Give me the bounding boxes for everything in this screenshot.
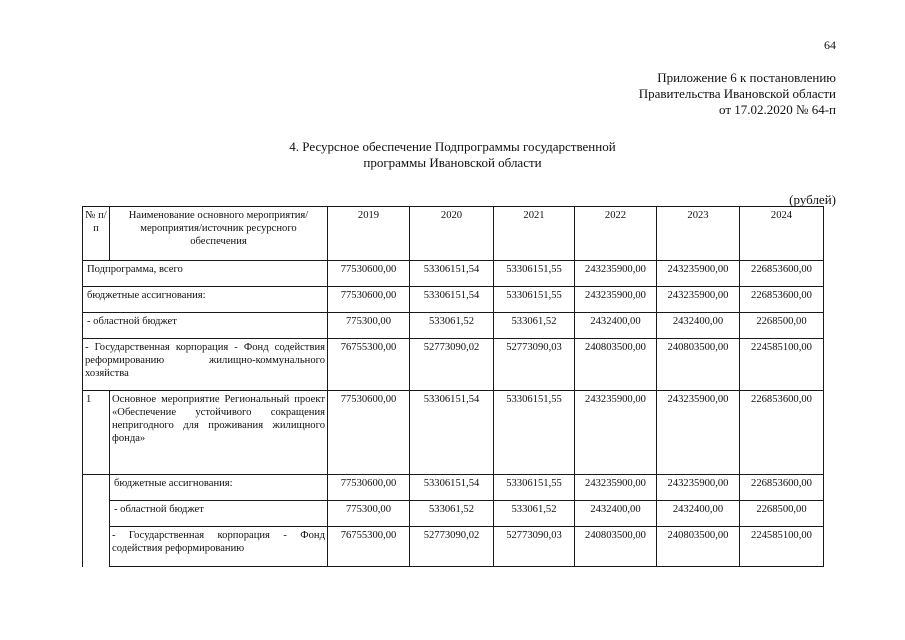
cell-value: 533061,52 — [410, 501, 494, 527]
cell-value: 240803500,00 — [657, 527, 740, 567]
row-name: бюджетные ассигнования: — [110, 475, 328, 501]
header-year: 2021 — [494, 207, 575, 261]
row-index — [83, 501, 110, 527]
cell-value: 2432400,00 — [657, 501, 740, 527]
row-name: Основное мероприятие Региональный проект «Обеспечение устойчивого сокращения непригодного для проживания жилищного фонда» — [110, 391, 328, 475]
cell-value: 52773090,03 — [494, 527, 575, 567]
row-name: Подпрограмма, всего — [83, 261, 328, 287]
cell-value: 2432400,00 — [657, 313, 740, 339]
table-row — [83, 287, 824, 313]
cell-value: 775300,00 — [328, 501, 410, 527]
cell-value: 2432400,00 — [575, 313, 657, 339]
cell-value: 533061,52 — [494, 313, 575, 339]
row-index: 1 — [83, 391, 110, 475]
cell-value: 240803500,00 — [575, 339, 657, 391]
cell-value: 53306151,55 — [494, 261, 575, 287]
row-index — [83, 527, 110, 567]
cell-value: 53306151,55 — [494, 475, 575, 501]
header-name: Наименование основного мероприятия/мероприятия/источник ресурсного обеспечения — [110, 207, 328, 261]
table-row — [83, 391, 824, 475]
header-year: 2024 — [740, 207, 824, 261]
table-row — [83, 339, 824, 391]
table-row — [83, 475, 824, 501]
cell-value: 243235900,00 — [575, 391, 657, 475]
cell-value: 243235900,00 — [657, 287, 740, 313]
cell-value: 240803500,00 — [575, 527, 657, 567]
heading-line: программы Ивановской области — [363, 155, 542, 170]
table-row — [83, 313, 824, 339]
cell-value: 226853600,00 — [740, 287, 824, 313]
currency-unit: (рублей) — [789, 192, 836, 207]
cell-value: 224585100,00 — [740, 527, 824, 567]
cell-value: 533061,52 — [410, 313, 494, 339]
row-index — [83, 475, 110, 501]
resource-table — [82, 206, 824, 567]
cell-value: 77530600,00 — [328, 475, 410, 501]
cell-value: 240803500,00 — [657, 339, 740, 391]
cell-value: 533061,52 — [494, 501, 575, 527]
cell-value: 2432400,00 — [575, 501, 657, 527]
cell-value: 53306151,55 — [494, 391, 575, 475]
row-name: - областной бюджет — [110, 501, 328, 527]
cell-value: 53306151,54 — [410, 287, 494, 313]
cell-value: 224585100,00 — [740, 339, 824, 391]
cell-value: 76755300,00 — [328, 527, 410, 567]
header-year: 2022 — [575, 207, 657, 261]
annex-line: Правительства Ивановской области — [638, 86, 836, 101]
cell-value: 53306151,55 — [494, 287, 575, 313]
cell-value: 52773090,03 — [494, 339, 575, 391]
table-row — [83, 527, 824, 567]
header-num: № п/п — [83, 207, 110, 261]
cell-value: 53306151,54 — [410, 475, 494, 501]
row-name: - областной бюджет — [83, 313, 328, 339]
header-year: 2020 — [410, 207, 494, 261]
cell-value: 2268500,00 — [740, 501, 824, 527]
table-row — [83, 261, 824, 287]
table-header-row — [83, 207, 824, 261]
cell-value: 243235900,00 — [657, 261, 740, 287]
cell-value: 243235900,00 — [575, 261, 657, 287]
cell-value: 77530600,00 — [328, 287, 410, 313]
document-heading — [0, 139, 905, 171]
header-year: 2023 — [657, 207, 740, 261]
cell-value: 77530600,00 — [328, 261, 410, 287]
cell-value: 243235900,00 — [657, 475, 740, 501]
cell-value: 53306151,54 — [410, 261, 494, 287]
cell-value: 243235900,00 — [575, 475, 657, 501]
cell-value: 243235900,00 — [657, 391, 740, 475]
heading-line: 4. Ресурсное обеспечение Подпрограммы государственной — [289, 139, 616, 154]
cell-value: 226853600,00 — [740, 475, 824, 501]
row-name: бюджетные ассигнования: — [83, 287, 328, 313]
table-row — [83, 501, 824, 527]
cell-value: 53306151,54 — [410, 391, 494, 475]
annex-line: от 17.02.2020 № 64-п — [719, 102, 836, 117]
annex-block — [516, 70, 836, 118]
cell-value: 226853600,00 — [740, 261, 824, 287]
row-name: - Государственная корпорация - Фонд содействия реформированию жилищно-коммунального хозяйства — [83, 339, 328, 391]
cell-value: 52773090,02 — [410, 339, 494, 391]
row-name: - Государственная корпорация - Фонд содействия реформированию — [110, 527, 328, 567]
cell-value: 2268500,00 — [740, 313, 824, 339]
cell-value: 775300,00 — [328, 313, 410, 339]
cell-value: 76755300,00 — [328, 339, 410, 391]
cell-value: 243235900,00 — [575, 287, 657, 313]
cell-value: 226853600,00 — [740, 391, 824, 475]
page-number: 64 — [824, 38, 836, 52]
cell-value: 52773090,02 — [410, 527, 494, 567]
annex-line: Приложение 6 к постановлению — [657, 70, 836, 85]
header-year: 2019 — [328, 207, 410, 261]
cell-value: 77530600,00 — [328, 391, 410, 475]
